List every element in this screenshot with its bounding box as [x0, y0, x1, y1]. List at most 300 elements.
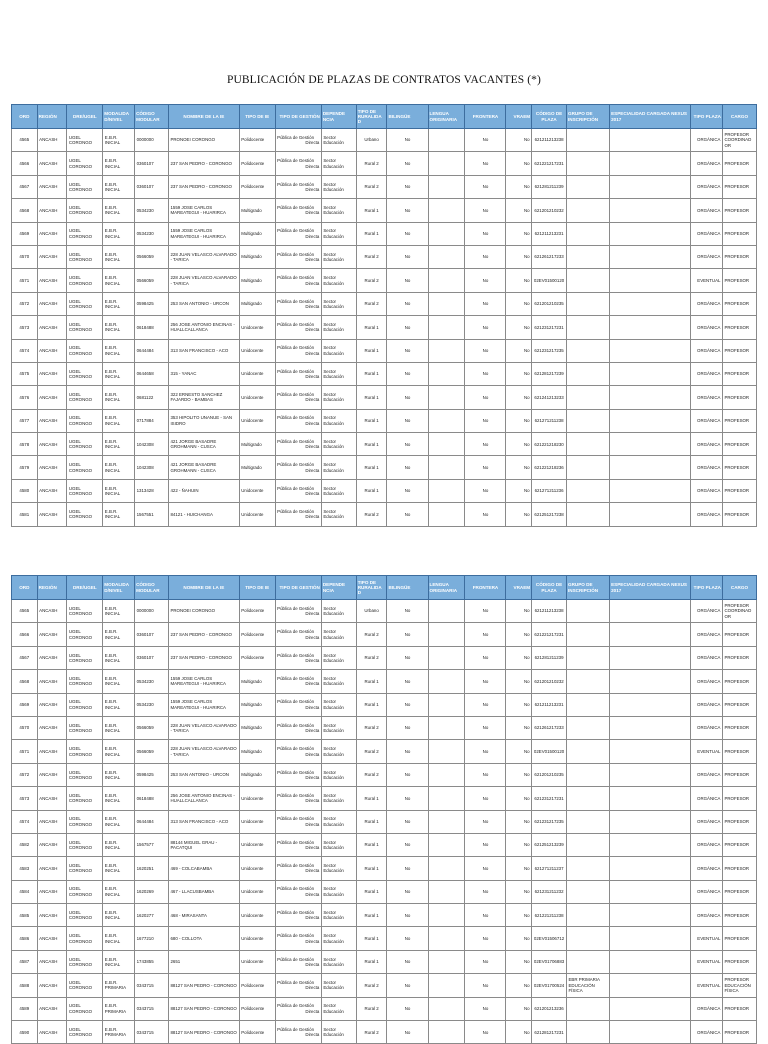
cell-line: Educación: [323, 774, 344, 780]
cell-line: Directa: [305, 774, 320, 780]
cell-especialidad: [610, 1021, 691, 1044]
cell-region: ANCASH: [37, 927, 67, 950]
cell-line: Educación: [323, 233, 344, 239]
cell-modalidad: E.B.R. PRIMARIA: [103, 997, 135, 1020]
cell-cargo: PROFESOR: [722, 833, 756, 856]
cell-frontera: No: [465, 623, 506, 646]
cell-nombre-ie: 1559 JOSE CARLOS MAREATEGUI - HUARIRCA: [168, 199, 239, 222]
cell-lengua: [428, 600, 465, 623]
cell-bilingue: No: [387, 693, 428, 716]
cell-nombre-ie: 237 SAN PEDRO - CORONGO: [168, 152, 239, 175]
cell-codigo-modular: 0360107: [135, 175, 169, 198]
cell-ord: 4581: [12, 503, 38, 526]
cell-nombre-ie: 1559 JOSE CARLOS MAREATEGUI - HUARIRCA: [168, 670, 239, 693]
cell-ord: 4575: [12, 362, 38, 385]
cell-dependencia: [321, 339, 356, 362]
cell-tipo-gestion: [275, 646, 321, 669]
cell-line: Educación: [323, 140, 344, 146]
cell-dependencia: [321, 316, 356, 339]
cell-line: Sector: [323, 863, 337, 869]
cell-codigo-plaza: 621221218236: [532, 456, 567, 479]
cell-line: Pública de Gestión: [277, 863, 315, 869]
cell-line: Sector: [323, 228, 337, 234]
cell-frontera: No: [465, 316, 506, 339]
cell-tipo-ie: Polidocente: [239, 600, 275, 623]
cell-line: Educación: [323, 303, 344, 309]
cell-tipo-plaza: ORGÁNICA: [691, 646, 723, 669]
cell-region: ANCASH: [37, 292, 67, 315]
cell-codigo-modular: 0343715: [135, 1021, 169, 1044]
cell-line: Sector: [323, 392, 337, 398]
column-header-ruralidad: TIPO DE RURALIDA D: [356, 576, 387, 600]
cell-frontera: No: [465, 386, 506, 409]
cell-nombre-ie: 253 SAN ANTONIO - URCON: [168, 763, 239, 786]
cell-modalidad: E.B.R. INICIAL: [103, 810, 135, 833]
cell-line: Educación: [323, 704, 344, 710]
column-header-ord: ORD: [12, 105, 38, 129]
cell-region: ANCASH: [37, 693, 67, 716]
cell-dependencia: [321, 623, 356, 646]
cell-ord: 4571: [12, 269, 38, 292]
table-row: [12, 763, 757, 786]
cell-dependencia: [321, 269, 356, 292]
cell-ruralidad: Rural 1: [356, 670, 387, 693]
cell-especialidad: [610, 175, 691, 198]
cell-dre: UGEL CORONGO: [67, 245, 103, 268]
cell-line: Sector: [323, 415, 337, 421]
table-row: [12, 997, 757, 1020]
cell-bilingue: No: [387, 152, 428, 175]
cell-line: Pública de Gestión: [277, 275, 315, 281]
cell-frontera: No: [465, 670, 506, 693]
cell-lengua: [428, 763, 465, 786]
cell-ord: 4578: [12, 433, 38, 456]
table-row: [12, 880, 757, 903]
cell-line: Sector: [323, 462, 337, 468]
cell-line: Directa: [305, 985, 320, 991]
cell-line: Educación: [323, 985, 344, 991]
header-row: [12, 105, 757, 129]
cell-lengua: [428, 433, 465, 456]
cell-nombre-ie: 422 - ÑAHUIN: [168, 479, 239, 502]
cell-vraem: No: [506, 199, 532, 222]
cell-codigo-modular: 1567551: [135, 503, 169, 526]
cell-tipo-plaza: ORGÁNICA: [691, 292, 723, 315]
cell-ord: 4574: [12, 810, 38, 833]
cell-modalidad: E.B.R. INICIAL: [103, 740, 135, 763]
cell-line: Pública de Gestión: [277, 228, 315, 234]
cell-ord: 4576: [12, 386, 38, 409]
cell-tipo-gestion: [275, 292, 321, 315]
cell-line: Pública de Gestión: [277, 298, 315, 304]
cell-cargo: PROFESOR: [722, 997, 756, 1020]
cell-cargo: PROFESOR: [722, 716, 756, 739]
cell-region: ANCASH: [37, 245, 67, 268]
table-row: [12, 787, 757, 810]
cell-codigo-plaza: 621231217231: [532, 316, 567, 339]
table-row: [12, 479, 757, 502]
cell-frontera: No: [465, 199, 506, 222]
cell-modalidad: E.B.R. INICIAL: [103, 857, 135, 880]
cell-line: Directa: [305, 891, 320, 897]
cell-tipo-plaza: EVENTUAL: [691, 927, 723, 950]
cell-line: Directa: [305, 350, 320, 356]
cell-codigo-plaza: 621201210235: [532, 292, 567, 315]
cell-line: Directa: [305, 915, 320, 921]
table-row: [12, 1021, 757, 1044]
cell-codigo-plaza: 621231217231: [532, 787, 567, 810]
cell-cargo: PROFESOR: [722, 292, 756, 315]
cell-frontera: No: [465, 646, 506, 669]
cell-lengua: [428, 810, 465, 833]
table-row: [12, 810, 757, 833]
cell-frontera: No: [465, 409, 506, 432]
cell-ruralidad: Rural 2: [356, 740, 387, 763]
cell-grupo: [567, 927, 610, 950]
cell-line: Sector: [323, 722, 337, 728]
cell-tipo-plaza: ORGÁNICA: [691, 904, 723, 927]
table-row: [12, 292, 757, 315]
cell-codigo-plaza: 621211213238: [532, 129, 567, 152]
cell-codigo-modular: 0618488: [135, 316, 169, 339]
cell-frontera: No: [465, 456, 506, 479]
column-header-codigo-plaza: CÓDIGO DE PLAZA: [532, 576, 567, 600]
cell-region: ANCASH: [37, 904, 67, 927]
cell-line: Sector: [323, 204, 337, 210]
cell-cargo: PROFESOR: [722, 670, 756, 693]
cell-tipo-plaza: ORGÁNICA: [691, 600, 723, 623]
cell-especialidad: [610, 292, 691, 315]
cell-codigo-modular: 1620277: [135, 904, 169, 927]
cell-ruralidad: Rural 1: [356, 880, 387, 903]
cell-especialidad: [610, 997, 691, 1020]
cell-cargo: PROFESOR: [722, 152, 756, 175]
cell-modalidad: E.B.R. INICIAL: [103, 716, 135, 739]
cell-grupo: [567, 997, 610, 1020]
cell-tipo-plaza: EVENTUAL: [691, 269, 723, 292]
cell-grupo: [567, 175, 610, 198]
cell-dependencia: [321, 670, 356, 693]
cell-vraem: No: [506, 245, 532, 268]
cell-lengua: [428, 927, 465, 950]
cell-codigo-plaza: 621251217238: [532, 503, 567, 526]
cell-line: Educación: [323, 280, 344, 286]
column-header-nombre-ie: NOMBRE DE LA IE: [168, 105, 239, 129]
cell-vraem: No: [506, 740, 532, 763]
cell-line: Sector: [323, 345, 337, 351]
cell-nombre-ie: 322 ERNESTO SANCHEZ FAJARDO - BAMBAS: [168, 386, 239, 409]
cell-frontera: No: [465, 950, 506, 973]
cell-line: Directa: [305, 233, 320, 239]
cell-codigo-plaza: 621231211232: [532, 880, 567, 903]
cell-ord: 4573: [12, 787, 38, 810]
cell-line: Directa: [305, 611, 320, 617]
cell-tipo-plaza: ORGÁNICA: [691, 997, 723, 1020]
cell-line: Pública de Gestión: [277, 980, 315, 986]
cell-codigo-plaza: 02EV01706883: [532, 950, 567, 973]
cell-cargo: PROFESOR: [722, 740, 756, 763]
cell-bilingue: No: [387, 503, 428, 526]
cell-line: Directa: [305, 303, 320, 309]
cell-ruralidad: Rural 1: [356, 693, 387, 716]
cell-nombre-ie: 680 - COLLOTA: [168, 927, 239, 950]
cell-line: Pública de Gestión: [277, 605, 315, 611]
cell-ruralidad: Rural 2: [356, 974, 387, 997]
cell-ruralidad: Rural 1: [356, 362, 387, 385]
cell-ruralidad: Rural 1: [356, 222, 387, 245]
cell-dre: UGEL CORONGO: [67, 292, 103, 315]
cell-nombre-ie: 313 SAN FRANCISCO - ACO: [168, 339, 239, 362]
cell-especialidad: [610, 386, 691, 409]
cell-tipo-ie: Unidocente: [239, 950, 275, 973]
cell-modalidad: E.B.R. INICIAL: [103, 623, 135, 646]
cell-vraem: No: [506, 503, 532, 526]
cell-cargo: PROFESOR: [722, 409, 756, 432]
cell-tipo-gestion: [275, 950, 321, 973]
cell-lengua: [428, 269, 465, 292]
cell-dre: UGEL CORONGO: [67, 857, 103, 880]
cell-tipo-gestion: [275, 833, 321, 856]
cell-region: ANCASH: [37, 409, 67, 432]
cell-modalidad: E.B.R. INICIAL: [103, 222, 135, 245]
cell-line: Educación: [323, 444, 344, 450]
cell-dre: UGEL CORONGO: [67, 362, 103, 385]
cell-vraem: No: [506, 269, 532, 292]
cell-tipo-plaza: EVENTUAL: [691, 740, 723, 763]
cell-cargo: PROFESOR: [722, 362, 756, 385]
cell-modalidad: E.B.R. INICIAL: [103, 880, 135, 903]
cell-dependencia: [321, 880, 356, 903]
cell-tipo-ie: Multigrado: [239, 763, 275, 786]
cell-lengua: [428, 152, 465, 175]
cell-vraem: No: [506, 693, 532, 716]
table-row: [12, 503, 757, 526]
cell-line: Sector: [323, 792, 337, 798]
cell-codigo-modular: 0681122: [135, 386, 169, 409]
cell-ord: 4572: [12, 763, 38, 786]
cell-line: Directa: [305, 868, 320, 874]
cell-line: Sector: [323, 438, 337, 444]
cell-region: ANCASH: [37, 1021, 67, 1044]
cell-cargo: PROFESOR: [722, 433, 756, 456]
cell-codigo-plaza: 02EV01500120: [532, 269, 567, 292]
cell-ruralidad: Rural 1: [356, 386, 387, 409]
cell-modalidad: E.B.R. INICIAL: [103, 503, 135, 526]
cell-lengua: [428, 409, 465, 432]
cell-lengua: [428, 245, 465, 268]
table-row: [12, 386, 757, 409]
cell-vraem: No: [506, 833, 532, 856]
cell-bilingue: No: [387, 386, 428, 409]
cell-bilingue: No: [387, 269, 428, 292]
cell-codigo-modular: 0534230: [135, 222, 169, 245]
cell-dre: UGEL CORONGO: [67, 623, 103, 646]
cell-region: ANCASH: [37, 503, 67, 526]
cell-codigo-plaza: 621211213231: [532, 222, 567, 245]
cell-frontera: No: [465, 974, 506, 997]
cell-grupo: [567, 362, 610, 385]
cell-codigo-plaza: 02EV01506712: [532, 927, 567, 950]
cell-lengua: [428, 386, 465, 409]
cell-tipo-ie: Unidocente: [239, 479, 275, 502]
cell-dre: UGEL CORONGO: [67, 269, 103, 292]
cell-grupo: [567, 833, 610, 856]
cell-line: Pública de Gestión: [277, 886, 315, 892]
cell-codigo-modular: 0618488: [135, 787, 169, 810]
cell-codigo-modular: 0534230: [135, 670, 169, 693]
table-row: [12, 362, 757, 385]
cell-bilingue: No: [387, 833, 428, 856]
cell-ruralidad: Rural 2: [356, 1021, 387, 1044]
cell-modalidad: E.B.R. INICIAL: [103, 175, 135, 198]
cell-tipo-ie: Polidocente: [239, 152, 275, 175]
column-header-codigo-plaza: CÓDIGO DE PLAZA: [532, 105, 567, 129]
cell-tipo-gestion: [275, 245, 321, 268]
cell-grupo: [567, 292, 610, 315]
table-row: [12, 740, 757, 763]
cell-ord: 4577: [12, 409, 38, 432]
cell-especialidad: [610, 222, 691, 245]
cell-tipo-plaza: ORGÁNICA: [691, 316, 723, 339]
cell-dre: UGEL CORONGO: [67, 787, 103, 810]
cell-modalidad: E.B.R. INICIAL: [103, 316, 135, 339]
cell-line: Pública de Gestión: [277, 769, 315, 775]
cell-codigo-modular: 0000000: [135, 600, 169, 623]
cell-dre: UGEL CORONGO: [67, 904, 103, 927]
cell-nombre-ie: 237 SAN PEDRO - CORONGO: [168, 646, 239, 669]
cell-region: ANCASH: [37, 269, 67, 292]
cell-ord: 4584: [12, 880, 38, 903]
cell-dependencia: [321, 362, 356, 385]
cell-line: Directa: [305, 491, 320, 497]
cell-line: Directa: [305, 140, 320, 146]
cell-dre: UGEL CORONGO: [67, 409, 103, 432]
cell-modalidad: E.B.R. INICIAL: [103, 362, 135, 385]
cell-tipo-plaza: ORGÁNICA: [691, 716, 723, 739]
cell-line: Pública de Gestión: [277, 485, 315, 491]
cell-dre: UGEL CORONGO: [67, 646, 103, 669]
cell-tipo-gestion: [275, 600, 321, 623]
cell-line: Pública de Gestión: [277, 181, 315, 187]
table-row: [12, 409, 757, 432]
cell-lengua: [428, 787, 465, 810]
column-header-modalidad: MODALIDA D/NIVEL: [103, 576, 135, 600]
cell-especialidad: [610, 763, 691, 786]
cell-codigo-modular: 0598425: [135, 292, 169, 315]
cell-modalidad: E.B.R. INICIAL: [103, 386, 135, 409]
cell-tipo-gestion: [275, 763, 321, 786]
cell-grupo: [567, 456, 610, 479]
cell-vraem: No: [506, 152, 532, 175]
cell-region: ANCASH: [37, 880, 67, 903]
cell-cargo: PROFESOR: [722, 386, 756, 409]
cell-especialidad: [610, 810, 691, 833]
table-row: [12, 222, 757, 245]
cell-nombre-ie: 315 - YANAC: [168, 362, 239, 385]
cell-ruralidad: Rural 1: [356, 316, 387, 339]
cell-vraem: No: [506, 433, 532, 456]
cell-tipo-ie: Unidocente: [239, 833, 275, 856]
cell-dre: UGEL CORONGO: [67, 316, 103, 339]
cell-vraem: No: [506, 1021, 532, 1044]
cell-tipo-plaza: ORGÁNICA: [691, 433, 723, 456]
cell-tipo-plaza: ORGÁNICA: [691, 763, 723, 786]
cell-cargo: PROFESOR: [722, 503, 756, 526]
cell-especialidad: [610, 716, 691, 739]
column-header-lengua: LENGUA ORIGINARIA: [428, 576, 465, 600]
cell-grupo: [567, 904, 610, 927]
cell-dre: UGEL CORONGO: [67, 600, 103, 623]
cell-tipo-gestion: [275, 362, 321, 385]
cell-cargo: PROFESOR: [722, 222, 756, 245]
cell-dependencia: [321, 479, 356, 502]
cell-bilingue: No: [387, 740, 428, 763]
cell-grupo: [567, 245, 610, 268]
cell-line: Educación: [323, 257, 344, 263]
cell-especialidad: [610, 316, 691, 339]
table-row: [12, 600, 757, 623]
cell-ord: 4567: [12, 646, 38, 669]
cell-vraem: No: [506, 316, 532, 339]
cell-lengua: [428, 857, 465, 880]
cell-ord: 4569: [12, 222, 38, 245]
cell-ruralidad: Rural 2: [356, 716, 387, 739]
cell-region: ANCASH: [37, 362, 67, 385]
cell-line: Sector: [323, 181, 337, 187]
cell-frontera: No: [465, 833, 506, 856]
cell-ruralidad: Urbano: [356, 129, 387, 152]
table-row: [12, 175, 757, 198]
cell-ruralidad: Rural 1: [356, 456, 387, 479]
cell-ord: 4579: [12, 456, 38, 479]
cell-especialidad: [610, 129, 691, 152]
cell-nombre-ie: 88127 SAN PEDRO - CORONGO: [168, 997, 239, 1020]
cell-tipo-ie: Unidocente: [239, 857, 275, 880]
cell-dre: UGEL CORONGO: [67, 479, 103, 502]
cell-cargo: PROFESOR: [722, 810, 756, 833]
cell-line: Pública de Gestión: [277, 158, 315, 164]
column-header-codigo-modular: CÓDIGO MODULAR: [135, 105, 169, 129]
cell-grupo: [567, 152, 610, 175]
cell-vraem: No: [506, 339, 532, 362]
cell-cargo: PROFESOR COORDINAD OR: [722, 600, 756, 623]
cell-tipo-ie: Multigrado: [239, 433, 275, 456]
cell-modalidad: E.B.R. INICIAL: [103, 129, 135, 152]
table-row: [12, 950, 757, 973]
cell-nombre-ie: 228 JUAN VELASCO ALVARADO - TARICA: [168, 716, 239, 739]
cell-region: ANCASH: [37, 833, 67, 856]
cell-vraem: No: [506, 927, 532, 950]
cell-tipo-gestion: [275, 433, 321, 456]
cell-line: Pública de Gestión: [277, 392, 315, 398]
cell-line: Directa: [305, 186, 320, 192]
cell-lengua: [428, 222, 465, 245]
cell-tipo-ie: Multigrado: [239, 245, 275, 268]
cell-tipo-ie: Unidocente: [239, 787, 275, 810]
cell-grupo: [567, 409, 610, 432]
column-header-dependencia: DEPENDE NCIA: [321, 105, 356, 129]
cell-dre: UGEL CORONGO: [67, 175, 103, 198]
cell-line: Pública de Gestión: [277, 629, 315, 635]
cell-tipo-gestion: [275, 269, 321, 292]
cell-ruralidad: Rural 1: [356, 927, 387, 950]
cell-ruralidad: Urbano: [356, 600, 387, 623]
cell-lengua: [428, 833, 465, 856]
cell-cargo: PROFESOR: [722, 904, 756, 927]
cell-lengua: [428, 456, 465, 479]
cell-lengua: [428, 479, 465, 502]
cell-frontera: No: [465, 503, 506, 526]
